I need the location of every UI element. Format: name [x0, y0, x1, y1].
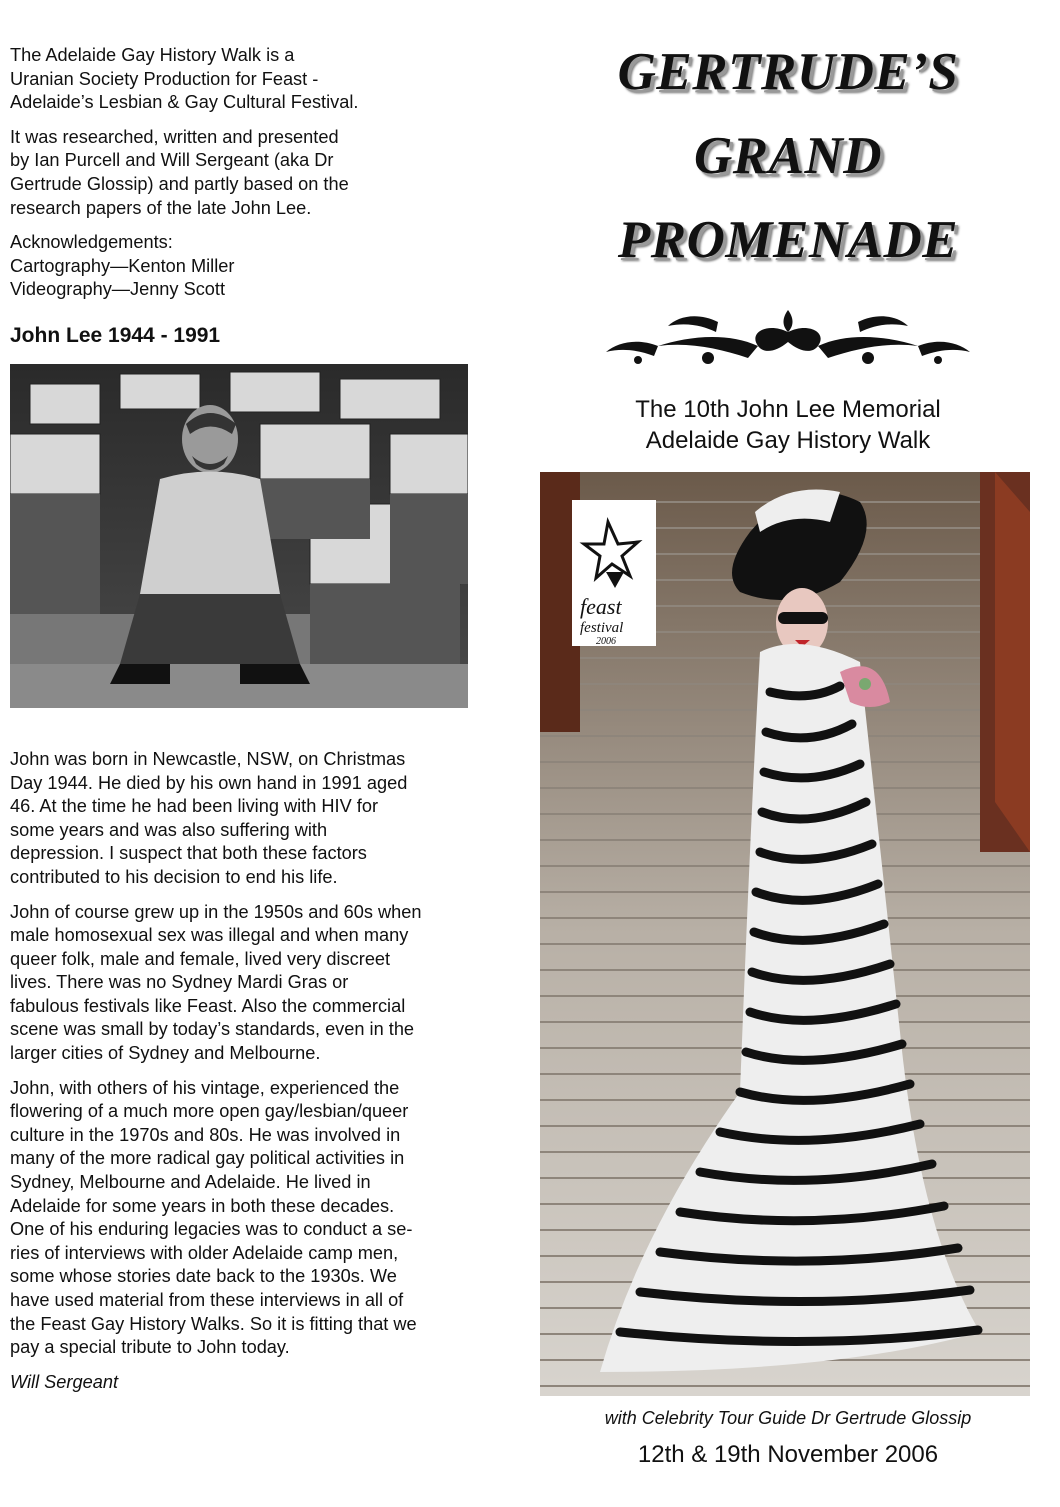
logo-word-feast: feast: [580, 594, 622, 619]
john-lee-photo: [10, 364, 468, 708]
gertrude-photo: [540, 472, 1030, 1396]
text-line: John, with others of his vintage, experienced the: [10, 1077, 400, 1098]
text-line: the Feast Gay History Walks. So it is fitting that we: [10, 1313, 417, 1334]
text-line: Uranian Society Production for Feast -: [10, 68, 319, 89]
subtitle-line: The 10th John Lee Memorial: [635, 396, 941, 423]
event-subtitle: [538, 394, 1038, 456]
author-signature: Will Sergeant: [10, 1371, 118, 1392]
text-line: pay a special tribute to John today.: [10, 1337, 290, 1358]
text-line: male homosexual sex was illegal and when many: [10, 925, 409, 946]
text-line: Adelaide’s Lesbian & Gay Cultural Festival.: [10, 92, 359, 113]
text-line: some whose stories date back to the 1930s. We: [10, 1266, 397, 1287]
logo-word-festival: festival: [580, 620, 624, 636]
text-line: research papers of the late John Lee.: [10, 197, 312, 218]
right-column: [538, 30, 1038, 1469]
text-line: Cartography—Kenton Miller: [10, 255, 235, 276]
text-line: Adelaide for some years in both these decades.: [10, 1195, 395, 1216]
logo-year: 2006: [596, 636, 616, 647]
text-line: John was born in Newcastle, NSW, on Christmas: [10, 748, 406, 769]
text-line: by Ian Purcell and Will Sergeant (aka Dr: [10, 150, 334, 171]
acknowledgements: [10, 231, 480, 302]
text-line: Gertrude Glossip) and partly based on the: [10, 173, 349, 194]
text-line: culture in the 1970s and 80s. He was involved in: [10, 1124, 401, 1145]
section-heading: John Lee 1944 - 1991: [10, 323, 221, 347]
text-line: Sydney, Melbourne and Adelaide. He lived in: [10, 1172, 371, 1193]
title-line: PROMENADE: [617, 211, 959, 269]
intro-paragraph: [10, 44, 480, 115]
photo-caption: with Celebrity Tour Guide Dr Gertrude Glossip: [604, 1408, 972, 1428]
text-line: lives. There was no Sydney Mardi Gras or: [10, 972, 349, 993]
text-line: Day 1944. He died by his own hand in 1991 aged: [10, 772, 408, 793]
text-line: flowering of a much more open gay/lesbian/queer: [10, 1101, 409, 1122]
text-line: some years and was also suffering with: [10, 819, 328, 840]
text-line: One of his enduring legacies was to conduct a se-: [10, 1219, 413, 1240]
research-paragraph: [10, 126, 480, 220]
text-line: It was researched, written and presented: [10, 126, 339, 147]
text-line: queer folk, male and female, lived very discreet: [10, 948, 391, 969]
text-line: fabulous festivals like Feast. Also the commercial: [10, 995, 406, 1016]
ornament-flourish-icon: [598, 302, 978, 372]
text-line: The Adelaide Gay History Walk is a: [10, 45, 295, 65]
text-line: larger cities of Sydney and Melbourne.: [10, 1043, 321, 1064]
subtitle-line: Adelaide Gay History Walk: [645, 427, 931, 454]
title-line: GRAND: [693, 127, 883, 185]
text-line: many of the more radical gay political activities in: [10, 1148, 405, 1169]
text-line: have used material from these interviews in all of: [10, 1290, 404, 1310]
event-title: [538, 30, 1038, 282]
bio-paragraph-1: [10, 748, 480, 890]
text-line: Videography—Jenny Scott: [10, 279, 226, 300]
title-line: GERTRUDE’S: [617, 43, 959, 101]
text-line: ries of interviews with older Adelaide camp men,: [10, 1242, 399, 1263]
event-dates: 12th & 19th November 2006: [637, 1441, 939, 1468]
text-line: 46. At the time he had been living with HIV for: [10, 796, 379, 817]
text-line: John of course grew up in the 1950s and 60s when: [10, 901, 422, 922]
bio-paragraph-3: [10, 1077, 480, 1360]
left-column: [10, 44, 480, 1394]
text-line: Acknowledgements:: [10, 232, 173, 253]
bio-paragraph-2: [10, 901, 480, 1066]
text-line: contributed to his decision to end his life.: [10, 866, 338, 887]
text-line: depression. I suspect that both these factors: [10, 843, 367, 864]
text-line: scene was small by today’s standards, even in the: [10, 1019, 415, 1040]
